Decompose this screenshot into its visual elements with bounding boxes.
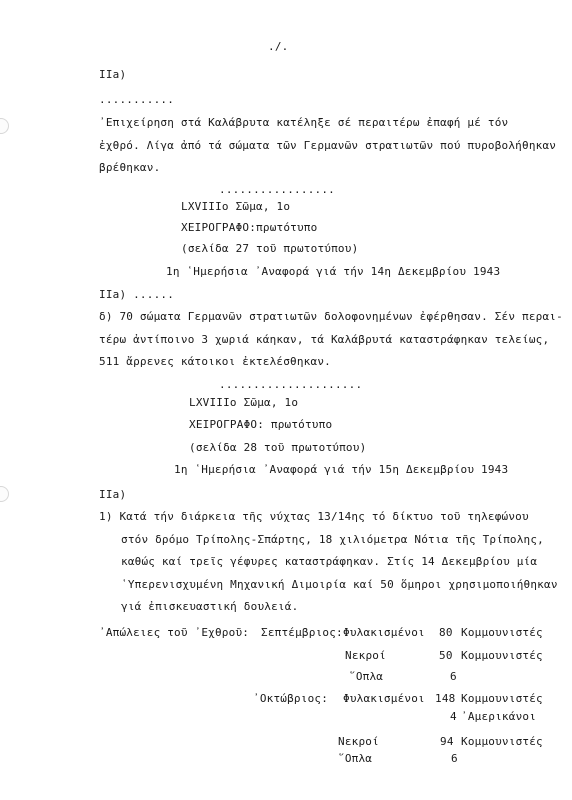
losses-count: 80 — [439, 626, 453, 639]
losses-count: 6 — [450, 670, 457, 683]
page-continuation-marker: ./. — [268, 40, 289, 53]
losses-label: ᾿Απώλειες τοῦ ᾿Εχθροῦ: — [99, 626, 250, 639]
paragraph-line: στόν δρόμο Τρίπολης-Σπάρτης, 18 χιλιόμετρα Νότια τῆς Τρίπολης, — [121, 533, 544, 546]
source-manuscript: ΧΕΙΡΟΓΡΑΦΟ:πρωτότυπο — [181, 221, 318, 234]
paragraph-line: τέρω ἀντίποινο 3 χωριά κάηκαν, τά Καλάβρυτά καταστράφηκαν τελείως, — [99, 333, 550, 346]
source-report-title: 1η ῾Ημερήσια ᾿Αναφορά γιά τήν 15η Δεκεμβρίου 1943 — [174, 463, 509, 476]
paragraph-line: 1) Κατά τήν διάρκεια τῆς νύχτας 13/14ης τό δίκτυο τοῦ τηλεφώνου — [99, 510, 529, 523]
losses-count: 148 — [435, 692, 456, 705]
losses-count: 94 — [440, 735, 454, 748]
omission-dots: ........... — [99, 93, 175, 106]
source-page-ref: (σελίδα 27 τοῦ πρωτοτύπου) — [181, 242, 359, 255]
separator-dots: ..................... — [219, 378, 363, 391]
paragraph-line: δ) 70 σώματα Γερμανῶν στρατιωτῶν δολοφονημένων ἐφέρθησαν. Σέν περαι- — [99, 310, 563, 323]
losses-count: 6 — [451, 752, 458, 765]
losses-unit: ᾿Αμερικάνοι — [461, 710, 537, 723]
losses-unit: Κομμουνιστές — [461, 735, 543, 748]
losses-row-label: Νεκροί — [338, 735, 379, 748]
losses-unit: Κομμουνιστές — [461, 649, 543, 662]
losses-unit: Κομμουνιστές — [461, 626, 543, 639]
losses-row-label: Νεκροί — [345, 649, 386, 662]
section-heading: IIa) ...... — [99, 288, 175, 301]
losses-unit: Κομμουνιστές — [461, 692, 543, 705]
losses-row-label: ῞Οπλα — [338, 752, 373, 765]
section-heading: IIa) — [99, 488, 127, 501]
source-manuscript: ΧΕΙΡΟΓΡΑΦΟ: πρωτότυπο — [189, 418, 333, 431]
paragraph-line: 511 ἄρρενες κάτοικοι ἐκτελέσθηκαν. — [99, 355, 331, 368]
paragraph-line: βρέθηκαν. — [99, 161, 161, 174]
paragraph-line: ᾿Επιχείρηση στά Καλάβρυτα κατέληξε σέ περαιτέρω ἐπαφή μέ τόν — [99, 116, 509, 129]
source-page-ref: (σελίδα 28 τοῦ πρωτοτύπου) — [189, 441, 367, 454]
punch-hole-mark — [0, 118, 9, 134]
source-report-title: 1η ῾Ημερήσια ᾿Αναφορά γιά τήν 14η Δεκεμβρίου 1943 — [166, 265, 501, 278]
losses-month-october: ᾿Οκτώβριος: — [253, 692, 329, 705]
paragraph-line: ἐχθρό. Λίγα ἀπό τά σώματα τῶν Γερμανῶν στρατιωτῶν πού πυροβολήθηκαν — [99, 139, 557, 152]
losses-row-label: ῞Οπλα — [349, 670, 384, 683]
section-heading: IIa) — [99, 68, 127, 81]
punch-hole-mark — [0, 486, 9, 502]
paragraph-line: ῾Υπερενισχυμένη Μηχανική Διμοιρία καί 50 ὅμηροι χρησιμοποιήθηκαν — [121, 578, 558, 591]
losses-month-september: Σεπτέμβριος: — [261, 626, 343, 639]
losses-count: 50 — [439, 649, 453, 662]
losses-row-label: Φυλακισμένοι — [343, 626, 425, 639]
source-corps: LXVIIIo Σῶμα, 1ο — [189, 396, 299, 409]
source-corps: LXVIIIo Σῶμα, 1ο — [181, 200, 291, 213]
separator-dots: ................. — [219, 183, 335, 196]
losses-count: 4 — [450, 710, 457, 723]
paragraph-line: γιά ἐπισκευαστική δουλειά. — [121, 600, 299, 613]
losses-row-label: Φυλακισμένοι — [343, 692, 425, 705]
paragraph-line: καθώς καί τρεῖς γέφυρες καταστράφηκαν. Στίς 14 Δεκεμβρίου μία — [121, 555, 538, 568]
